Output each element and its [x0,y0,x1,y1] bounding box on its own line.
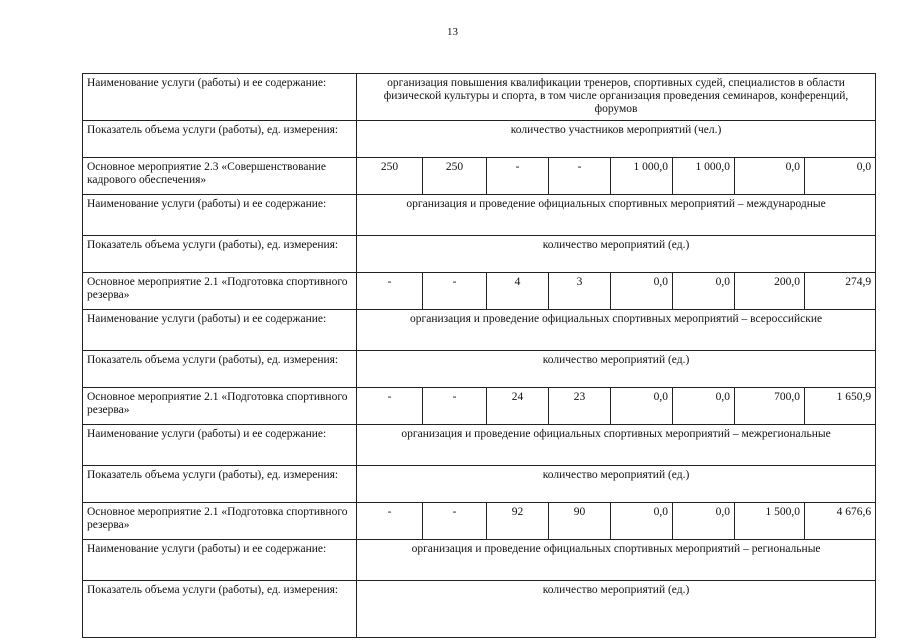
service-name-label: Наименование услуги (работы) и ее содержание: [83,74,357,121]
service-name-value: организация и проведение официальных спортивных мероприятий – региональные [357,540,876,581]
value-cell: 0,0 [611,388,673,425]
value-cell: 0,0 [611,273,673,310]
value-cell: - [423,388,487,425]
service-name-label: Наименование услуги (работы) и ее содержание: [83,425,357,466]
service-name-label: Наименование услуги (работы) и ее содержание: [83,540,357,581]
measure-label: Основное мероприятие 2.3 «Совершенствование кадрового обеспечения» [83,158,357,195]
indicator-row [83,466,876,503]
value-cell: - [423,273,487,310]
value-cell: 0,0 [673,273,735,310]
value-cell: - [357,503,423,540]
page-number: 13 [447,26,458,38]
value-cell: 250 [357,158,423,195]
value-cell: 1 000,0 [611,158,673,195]
value-cell: 92 [487,503,549,540]
value-cell: 0,0 [611,503,673,540]
value-cell: 274,9 [805,273,876,310]
indicator-label: Показатель объема услуги (работы), ед. измерения: [83,581,357,638]
service-name-row [83,540,876,581]
value-cell: - [423,503,487,540]
value-cell: 0,0 [673,503,735,540]
indicator-label: Показатель объема услуги (работы), ед. измерения: [83,121,357,158]
value-cell: - [357,388,423,425]
value-cell: - [357,273,423,310]
value-cell: 200,0 [735,273,805,310]
indicator-value: количество мероприятий (ед.) [357,581,876,638]
indicator-value: количество участников мероприятий (чел.) [357,121,876,158]
value-cell: 3 [549,273,611,310]
indicator-value: количество мероприятий (ед.) [357,466,876,503]
value-cell: 1 500,0 [735,503,805,540]
service-name-row [83,195,876,236]
measure-label: Основное мероприятие 2.1 «Подготовка спортивного резерва» [83,503,357,540]
indicator-row [83,581,876,638]
indicator-value: количество мероприятий (ед.) [357,236,876,273]
measure-row [83,158,876,195]
value-cell: 24 [487,388,549,425]
measure-row [83,388,876,425]
indicator-row [83,121,876,158]
value-cell: - [549,158,611,195]
value-cell: 700,0 [735,388,805,425]
value-cell: - [487,158,549,195]
value-cell: 1 000,0 [673,158,735,195]
service-name-value: организация и проведение официальных спортивных мероприятий – всероссийские [357,310,876,351]
indicator-label: Показатель объема услуги (работы), ед. измерения: [83,236,357,273]
value-cell: 23 [549,388,611,425]
value-cell: 90 [549,503,611,540]
service-volume-table [82,73,876,638]
service-name-row [83,425,876,466]
value-cell: 250 [423,158,487,195]
service-name-row [83,74,876,121]
measure-label: Основное мероприятие 2.1 «Подготовка спортивного резерва» [83,273,357,310]
value-cell: 1 650,9 [805,388,876,425]
service-name-label: Наименование услуги (работы) и ее содержание: [83,310,357,351]
service-name-value: организация и проведение официальных спортивных мероприятий – межрегиональные [357,425,876,466]
indicator-label: Показатель объема услуги (работы), ед. измерения: [83,351,357,388]
indicator-value: количество мероприятий (ед.) [357,351,876,388]
measure-row [83,503,876,540]
indicator-label: Показатель объема услуги (работы), ед. измерения: [83,466,357,503]
service-name-label: Наименование услуги (работы) и ее содержание: [83,195,357,236]
value-cell: 0,0 [673,388,735,425]
service-name-value: организация повышения квалификации тренеров, спортивных судей, специалистов в области физической культуры и спорта, в том числе организация проведения семинаров, конференций, форумов [357,74,876,121]
value-cell: 0,0 [805,158,876,195]
measure-label: Основное мероприятие 2.1 «Подготовка спортивного резерва» [83,388,357,425]
value-cell: 4 676,6 [805,503,876,540]
indicator-row [83,236,876,273]
indicator-row [83,351,876,388]
value-cell: 0,0 [735,158,805,195]
service-name-row [83,310,876,351]
value-cell: 4 [487,273,549,310]
measure-row [83,273,876,310]
service-name-value: организация и проведение официальных спортивных мероприятий – международные [357,195,876,236]
